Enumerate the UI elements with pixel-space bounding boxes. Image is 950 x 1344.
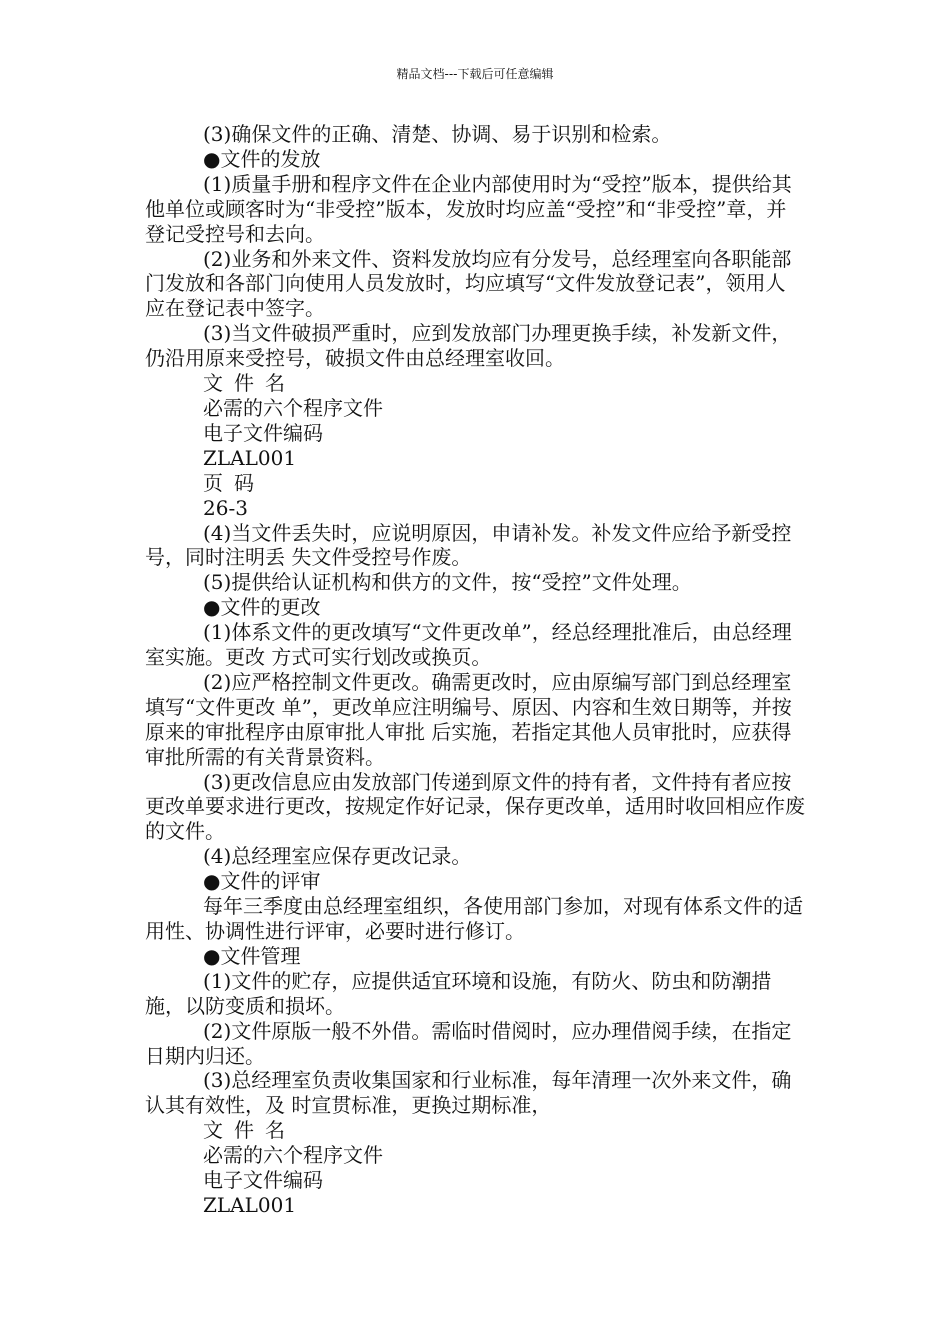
- paragraph: (3)确保文件的正确、清楚、协调、易于识别和检索。: [203, 122, 672, 146]
- paragraph: (3)当文件破损严重时，应到发放部门办理更换手续，补发新文件，仍沿用原来受控号，破损文件由总经理室收回。: [145, 321, 792, 371]
- paragraph: (2)文件原版一般不外借。需临时借阅时，应办理借阅手续，在指定日期内归还。: [145, 1018, 792, 1068]
- doc-info-name-value: 必需的六个程序文件: [203, 395, 383, 420]
- document-body: [145, 122, 805, 1218]
- doc-info-name-label: 文件名: [203, 371, 296, 396]
- doc-info-name-label: 文件名: [203, 1118, 296, 1143]
- paragraph: (1)质量手册和程序文件在企业内部使用时为“受控”版本，提供给其他单位或顾客时为“非受控”版本，发放时均应盖“受控”和“非受控”章，并登记受控号和去向。: [145, 171, 792, 246]
- doc-info-name-value: 必需的六个程序文件: [203, 1143, 383, 1168]
- paragraph: (1)文件的贮存，应提供适宜环境和设施，有防火、防虫和防潮措施，以防变质和损坏。: [145, 968, 772, 1018]
- section-heading-change: ●文件的更改: [203, 595, 321, 620]
- doc-info-code-value: ZLAL001: [203, 445, 297, 470]
- paragraph: (4)当文件丢失时，应说明原因，申请补发。补发文件应给予新受控号，同时注明丢 失文件受控号作废。: [145, 520, 792, 570]
- paragraph: (3)更改信息应由发放部门传递到原文件的持有者，文件持有者应按更改单要求进行更改，按规定作好记录，保存更改单，适用时收回相应作废的文件。: [145, 769, 805, 844]
- paragraph: (3)总经理室负责收集国家和行业标准，每年清理一次外来文件，确认其有效性，及 时宣贯标准，更换过期标准，: [145, 1068, 792, 1118]
- doc-info-code-label: 电子文件编码: [203, 1168, 323, 1193]
- section-heading-manage: ●文件管理: [203, 943, 301, 968]
- paragraph: (4)总经理室应保存更改记录。: [203, 844, 472, 869]
- doc-info-page-value: 26-3: [203, 495, 248, 520]
- doc-info-code-value: ZLAL001: [203, 1192, 297, 1217]
- section-heading-issue: ●文件的发放: [203, 146, 321, 171]
- page-header: 精品文档---下载后可任意编辑: [396, 67, 554, 81]
- doc-info-code-label: 电子文件编码: [203, 420, 323, 445]
- paragraph: 每年三季度由总经理室组织，各使用部门参加，对现有体系文件的适用性、协调性进行评审，必要时进行修订。: [145, 894, 803, 943]
- paragraph: (5)提供给认证机构和供方的文件，按“受控”文件处理。: [203, 570, 692, 595]
- section-heading-review: ●文件的评审: [203, 869, 321, 894]
- paragraph: (1)体系文件的更改填写“文件更改单”，经总经理批准后，由总经理室实施。更改 方式可实行划改或换页。: [145, 620, 792, 670]
- paragraph: (2)应严格控制文件更改。确需更改时，应由原编写部门到总经理室填写“文件更改 单”，更改单应注明编号、原因、内容和生效日期等，并按原来的审批程序由原审批人审批 后实施，若指定其他人员审批时，应获得审批所需的有关背景资料。: [145, 669, 792, 769]
- doc-info-page-label: 页码: [203, 470, 265, 495]
- paragraph: (2)业务和外来文件、资料发放均应有分发号，总经理室向各职能部门发放和各部门向使用人员发放时，均应填写“文件发放登记表”，领用人应在登记表中签字。: [145, 246, 792, 321]
